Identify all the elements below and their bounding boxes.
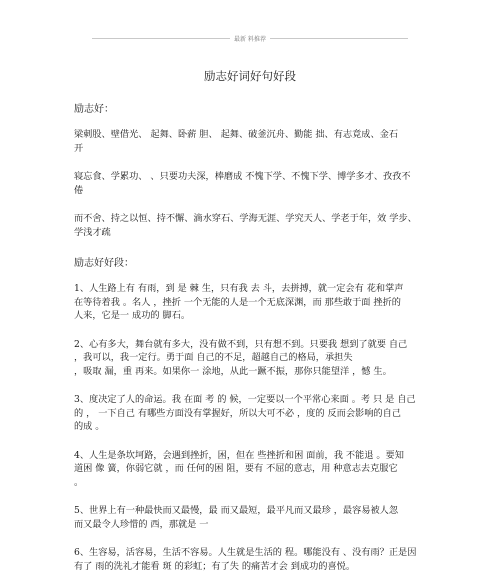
section-heading-paragraphs: 励志好好段：: [74, 258, 134, 269]
text-line: 人来，它是一 成功的 脚石。: [74, 310, 191, 321]
text-line: 学浅才疏: [74, 226, 111, 238]
paragraph: [74, 170, 426, 197]
text-line: 梁刺股、壁借光、 起舞、卧薪 胆、 起舞、破釜沉舟、勤能 拙、有志竟成、金石: [74, 129, 399, 140]
text-line: 开: [74, 142, 84, 154]
paragraph: [74, 504, 426, 531]
text-line: 有了 雨的洗礼才能看 斑 的彩虹；有了失 的痛苦才会 到成功的喜悦。: [74, 560, 356, 572]
paragraph: [74, 212, 426, 239]
text-line: 而又最令人珍惜的 西，那就是 一: [74, 518, 209, 530]
header-rule-left: [92, 38, 230, 39]
paragraph: [74, 282, 426, 323]
paragraph: [74, 546, 426, 573]
text-line: ，我可以，我一定行。勇于面 自己的不足，超越自己的格局，承担失: [74, 352, 353, 363]
text-line: ，吸取 漏，重 再来。如果你一 涂地，从此一蹶不振，那你只能望洋 ，憾 生。: [74, 365, 392, 377]
text-line: 的成 。: [74, 421, 105, 432]
header-rule-right: [270, 38, 408, 39]
text-line: 道困 像 簧，你弱它就 ，而 任何的困 阻，要有 不屈的意志，用 种意志去克服它: [74, 463, 398, 474]
text-line: 3、度决定了人的命运。我 在面 考 的 候，一定要以一个平常心来面 。考 只 是 自己: [74, 394, 416, 405]
document-body: [74, 100, 426, 588]
text-line: 倦: [74, 184, 84, 196]
header-banner: [92, 34, 408, 43]
paragraph: [74, 449, 426, 490]
text-line: 的 ， 一下自己 有哪些方面没有掌握好，所以大可不必 ，度的 反而会影响的自己: [74, 407, 401, 419]
header-label: 最新 料推荐: [234, 36, 266, 43]
text-line: 5、世界上有一种最快而又最慢，最 而又最短，最平凡而又最珍 ，最容易被人忽: [74, 505, 399, 516]
paragraph: [74, 128, 426, 155]
section-heading-words: 励志好：: [74, 104, 114, 115]
text-line: 6、生容易，活容易，生活不容易。人生就是生活的 程。哪能没有 、没有雨？正是因: [74, 547, 417, 558]
paragraph: [74, 338, 426, 379]
text-line: 在等待着我 。名人 ，挫折 一个无能的人是一个无底深渊，而 那些敢于面 挫折的: [74, 296, 401, 308]
text-line: 2、心有多大，舞台就有多大，没有做不到，只有想不到。只要我 想到了就要 自己: [74, 338, 408, 350]
paragraph: [74, 393, 426, 434]
text-line: 寝忘食、学累功、 、只要功夫深，棒磨成 不愧下学、不愧下学、博学多才、孜孜不: [74, 171, 411, 182]
text-line: 而不舍、持之以恒、持不懈、滴水穿石、学海无涯、学究天人、学老于年，效 学步、: [74, 213, 417, 224]
text-line: 。: [74, 476, 84, 488]
page-title: 励志好词好句好段: [204, 69, 296, 83]
text-line: 1、人生路上有 有雨，到 是 棘 生，只有我 去 斗，去拼搏，就一定会有 花和掌声: [74, 283, 404, 294]
text-line: 4、人生是条坎坷路，会遇到挫折，困，但在 些挫折和困 面前，我 不能退 。要知: [74, 449, 404, 461]
